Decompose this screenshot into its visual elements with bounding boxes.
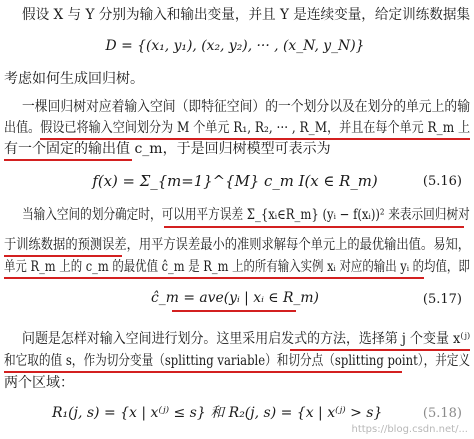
text-line-11: 两个区域： [4, 375, 74, 391]
text-line-1: 假设 X 与 Y 分别为输入和输出变量，并且 Y 是连续变量，给定训练数据集 [22, 7, 471, 23]
underline-prediction-error [4, 255, 122, 257]
text-line-2: 考虑如何生成回归树。 [4, 71, 144, 87]
underline-select-variable [290, 349, 470, 351]
equation-number-5-17: (5.17) [422, 292, 462, 307]
equation-number-5-18: (5.18) [422, 406, 462, 421]
underline-optimal-mean [4, 277, 424, 279]
text-line-4: 出值。假设已将输入空间划分为 M 个单元 R₁, R₂, ··· , R_M，并且在每个单元 R_m 上 [4, 120, 471, 136]
equation-number-5-16: (5.16) [422, 174, 462, 189]
equation-5-18: R₁(j, s) = {x | x⁽ʲ⁾ ≤ s} 和 R₂(j, s) = {x | x⁽ʲ⁾ > s} [52, 405, 383, 421]
text-line-3: 一棵回归树对应着输入空间（即特征空间）的一个划分以及在划分的单元上的输 [22, 99, 470, 115]
text-line-7: 于训练数据的预测误差，用平方误差最小的准则求解每个单元上的最优输出值。易知， [4, 237, 470, 253]
underline-equation-5-17 [172, 310, 296, 312]
text-line-6: 当输入空间的划分确定时，可以用平方误差 Σ_{xᵢ∈R_m} (yᵢ − f(xᵢ))² 来表示回归树对 [22, 207, 470, 223]
text-line-10: 和它取的值 s，作为切分变量（splitting variable）和切分点（splitting point），并定义 [4, 353, 471, 369]
underline-splitting [4, 371, 402, 373]
watermark: https://blog.csdn.net/... [351, 424, 468, 435]
text-line-5: 有一个固定的输出值 c_m，于是回归树模型可表示为 [4, 141, 331, 157]
underline-squared-error [164, 226, 464, 228]
text-line-8: 单元 R_m 上的 c_m 的最优值 ĉ_m 是 R_m 上的所有输入实例 xᵢ 对应的输出 yᵢ 的均值，即 [4, 259, 470, 275]
equation-5-16: f(x) = Σ_{m=1}^{M} c_m I(x ∈ R_m) [92, 172, 378, 190]
text-line-9: 问题是怎样对输入空间进行划分。这里采用启发式的方法，选择第 j 个变量 x⁽ʲ⁾ [22, 331, 471, 347]
equation-5-17: ĉ_m = ave(yᵢ | xᵢ ∈ R_m) [151, 290, 319, 306]
equation-dataset: D = {(x₁, y₁), (x₂, y₂), ··· , (x_N, y_N)} [105, 38, 365, 54]
underline-fixed-output [4, 159, 132, 161]
